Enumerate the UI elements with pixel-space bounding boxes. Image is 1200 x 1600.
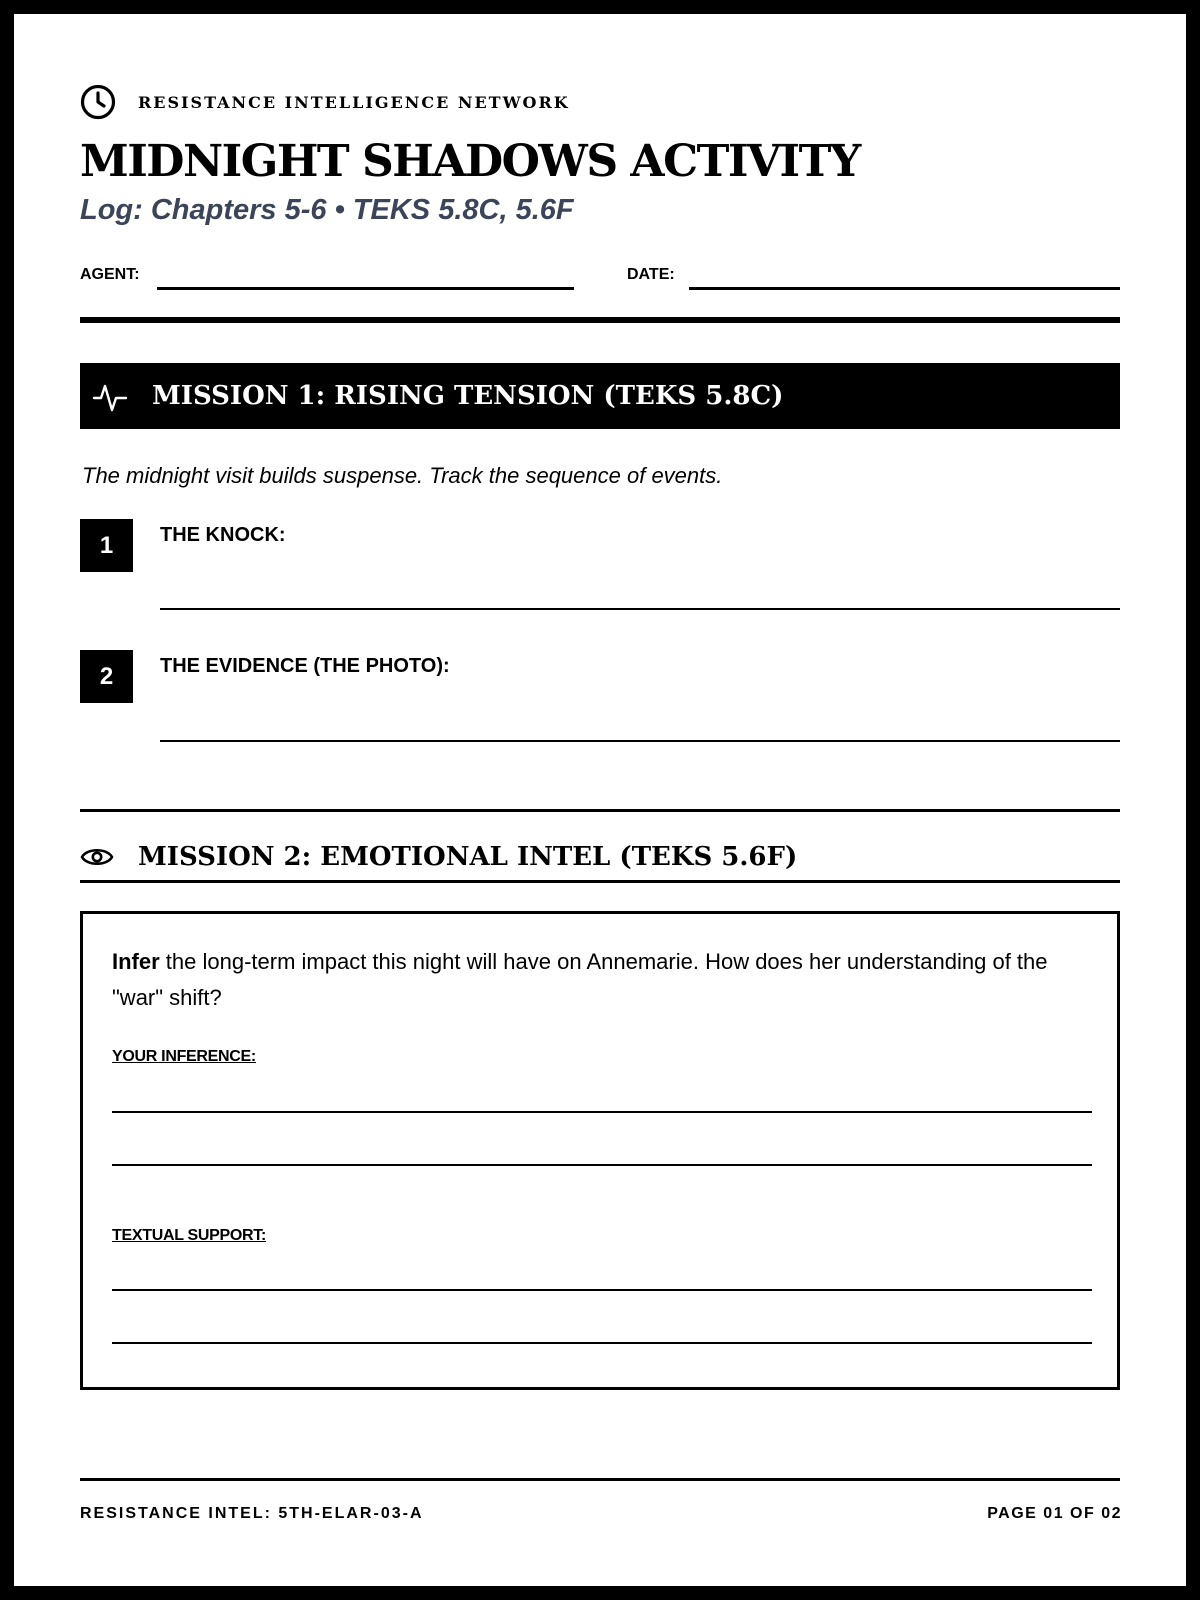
prompt-keyword: Infer — [112, 949, 160, 974]
inference-line-1[interactable] — [112, 1111, 1092, 1113]
date-field[interactable] — [689, 287, 1120, 290]
inference-line-2[interactable] — [112, 1164, 1092, 1166]
mission2-title: MISSION 2: EMOTIONAL INTEL (TEKS 5.6F) — [138, 842, 798, 872]
org-header — [80, 84, 570, 120]
textual-support-label: TEXTUAL SUPPORT: — [112, 1227, 267, 1244]
step-label-evidence: THE EVIDENCE (THE PHOTO): — [160, 655, 450, 677]
answer-line-evidence[interactable] — [160, 740, 1120, 742]
page-title: MIDNIGHT SHADOWS ACTIVITY — [80, 136, 860, 187]
answer-line-knock[interactable] — [160, 608, 1120, 610]
org-name: RESISTANCE INTELLIGENCE NETWORK — [138, 92, 570, 112]
agent-field[interactable] — [157, 287, 574, 290]
prompt-text: the long-term impact this night will have on Annemarie. How does her understanding of the "war" shift? — [112, 949, 1048, 1010]
mission1-title: MISSION 1: RISING TENSION (TEKS 5.8C) — [152, 381, 784, 411]
mission2-top-rule — [80, 809, 1120, 812]
mission1-instruction: The midnight visit builds suspense. Track the sequence of events. — [82, 463, 723, 488]
clock-icon — [80, 84, 116, 120]
footer-code: RESISTANCE INTEL: 5TH-ELAR-03-A — [80, 1505, 424, 1522]
pulse-icon — [92, 378, 128, 414]
inference-label: YOUR INFERENCE: — [112, 1048, 256, 1065]
mission1-header — [80, 363, 1120, 429]
support-line-2[interactable] — [112, 1342, 1092, 1344]
step-label-knock: THE KNOCK: — [160, 524, 286, 546]
page-number: PAGE 01 OF 02 — [987, 1505, 1122, 1522]
step-number-badge: 2 — [80, 650, 133, 703]
step-number-badge: 1 — [80, 519, 133, 572]
support-line-1[interactable] — [112, 1289, 1092, 1291]
mission2-bottom-rule — [80, 880, 1120, 883]
header-divider — [80, 317, 1120, 323]
date-label: DATE: — [627, 266, 675, 283]
mission2-prompt — [112, 944, 1052, 1016]
worksheet-page — [14, 14, 1186, 1586]
footer-divider — [80, 1478, 1120, 1481]
inference-box — [80, 911, 1120, 1390]
agent-label: AGENT: — [80, 266, 140, 283]
eye-icon — [80, 840, 114, 874]
page-subtitle: Log: Chapters 5-6 • TEKS 5.8C, 5.6F — [80, 194, 574, 226]
